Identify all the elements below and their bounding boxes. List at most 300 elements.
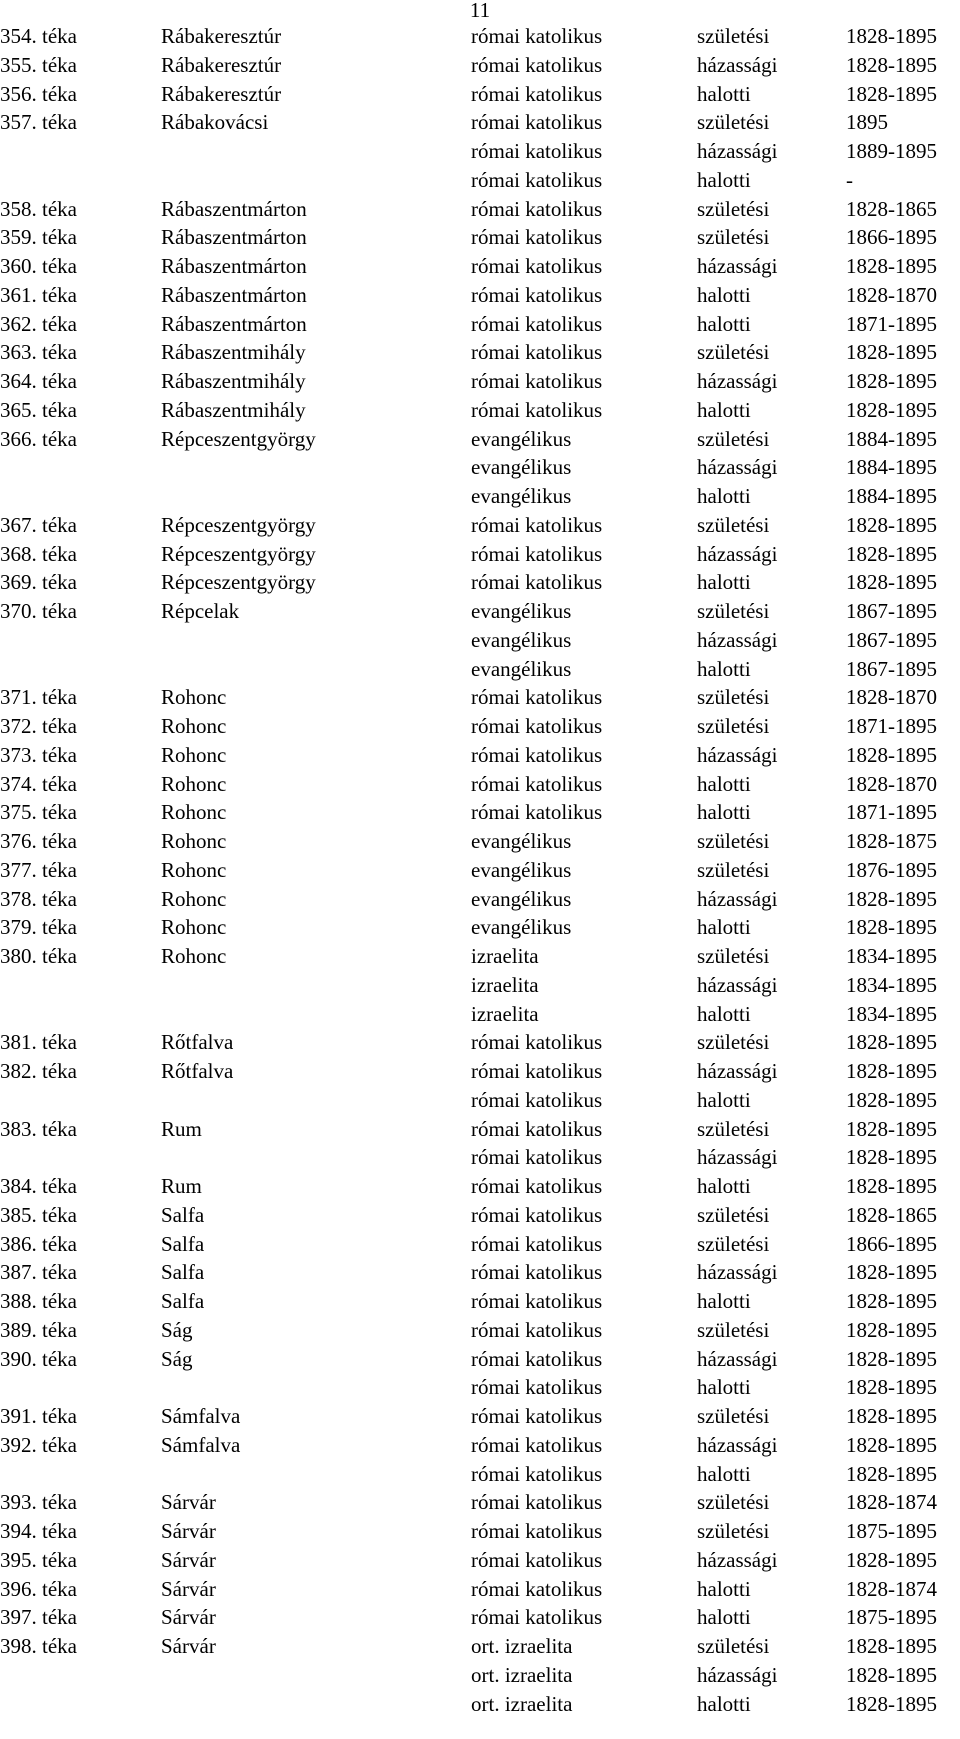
register-type: házassági [697, 139, 778, 163]
register-row [0, 367, 960, 396]
teka-number: 361. téka [0, 282, 77, 307]
year-range: 1828-1895 [846, 1432, 937, 1457]
denomination: római katolikus [471, 800, 603, 825]
register-row [0, 1201, 960, 1230]
year-range: 1828-1895 [846, 1346, 937, 1371]
teka-number: 376. téka [0, 829, 77, 853]
teka-number: 377. téka [0, 857, 77, 882]
denomination: evangélikus [471, 915, 572, 940]
year-range: 1828-1895 [846, 254, 937, 278]
register-row [0, 1575, 960, 1604]
year-range: - [846, 167, 853, 192]
denomination: izraelita [471, 944, 539, 968]
denomination: római katolikus [471, 742, 603, 767]
register-type: házassági [697, 1260, 778, 1285]
year-range: 1828-1895 [846, 52, 937, 77]
register-type: házassági [697, 1547, 778, 1572]
register-row [0, 1632, 960, 1661]
register-type: házassági [697, 1145, 778, 1170]
denomination: római katolikus [471, 311, 603, 336]
place-name: Salfa [161, 1289, 205, 1313]
year-range: 1828-1895 [846, 1375, 937, 1400]
denomination: római katolikus [471, 110, 603, 135]
denomination: római katolikus [471, 1202, 603, 1227]
register-row [0, 1345, 960, 1374]
place-name: Répcelak [161, 599, 240, 623]
register-row [0, 1258, 960, 1287]
register-row [0, 22, 960, 51]
register-type: születési [697, 512, 770, 537]
register-type: házassági [697, 1346, 778, 1371]
denomination: római katolikus [471, 1145, 603, 1170]
register-row [0, 568, 960, 597]
year-range: 1828-1870 [846, 282, 937, 307]
denomination: római katolikus [471, 1490, 603, 1515]
denomination: római katolikus [471, 1404, 603, 1428]
register-type: házassági [697, 541, 778, 566]
register-row [0, 770, 960, 799]
place-name: Salfa [161, 1260, 205, 1285]
year-range: 1867-1895 [846, 656, 937, 681]
register-type: halotti [697, 1576, 751, 1601]
year-range: 1875-1895 [846, 1519, 937, 1543]
teka-number: 356. téka [0, 81, 77, 106]
teka-number: 388. téka [0, 1289, 77, 1313]
teka-number: 397. téka [0, 1605, 77, 1630]
register-type: halotti [697, 1087, 751, 1112]
register-row [0, 1373, 960, 1402]
teka-number: 382. téka [0, 1059, 77, 1083]
denomination: római katolikus [471, 1174, 603, 1198]
register-row [0, 1316, 960, 1345]
register-list [0, 22, 960, 1718]
register-row [0, 1690, 960, 1719]
register-row [0, 281, 960, 310]
year-range: 1828-1895 [846, 1461, 937, 1486]
teka-number: 375. téka [0, 800, 77, 825]
year-range: 1876-1895 [846, 857, 937, 882]
denomination: római katolikus [471, 1116, 603, 1141]
denomination: evangélikus [471, 455, 572, 480]
register-type: születési [697, 1030, 770, 1055]
place-name: Rohonc [161, 915, 227, 940]
teka-number: 372. téka [0, 714, 77, 738]
register-row [0, 741, 960, 770]
denomination: római katolikus [471, 1087, 603, 1112]
place-name: Rábaszentmihály [161, 340, 306, 365]
register-type: születési [697, 829, 770, 853]
teka-number: 357. téka [0, 110, 77, 135]
place-name: Rábaszentmárton [161, 311, 307, 336]
register-type: halotti [697, 1289, 751, 1313]
place-name: Répceszentgyörgy [161, 512, 316, 537]
place-name: Sárvár [161, 1490, 216, 1515]
year-range: 1871-1895 [846, 311, 937, 336]
register-row [0, 51, 960, 80]
register-type: házassági [697, 742, 778, 767]
register-row [0, 137, 960, 166]
teka-number: 389. téka [0, 1317, 77, 1342]
register-type: születési [697, 110, 770, 135]
register-type: halotti [697, 1001, 751, 1026]
denomination: római katolikus [471, 1231, 603, 1256]
year-range: 1828-1895 [846, 1289, 937, 1313]
register-type: házassági [697, 369, 778, 393]
denomination: ort. izraelita [471, 1662, 573, 1687]
year-range: 1828-1895 [846, 81, 937, 106]
denomination: római katolikus [471, 1576, 603, 1601]
place-name: Rábaszentmárton [161, 225, 307, 250]
register-type: halotti [697, 1375, 751, 1400]
teka-number: 363. téka [0, 340, 77, 365]
register-type: házassági [697, 254, 778, 278]
teka-number: 369. téka [0, 570, 77, 595]
register-row [0, 683, 960, 712]
register-row [0, 1517, 960, 1546]
teka-number: 383. téka [0, 1116, 77, 1141]
teka-number: 392. téka [0, 1432, 77, 1457]
year-range: 1866-1895 [846, 225, 937, 250]
register-type: házassági [697, 52, 778, 77]
teka-number: 379. téka [0, 915, 77, 940]
register-row [0, 166, 960, 195]
teka-number: 384. téka [0, 1174, 77, 1198]
teka-number: 396. téka [0, 1576, 77, 1601]
teka-number: 354. téka [0, 24, 77, 48]
register-type: születési [697, 944, 770, 968]
year-range: 1828-1895 [846, 1634, 937, 1658]
denomination: római katolikus [471, 81, 603, 106]
register-row [0, 511, 960, 540]
place-name: Rőtfalva [161, 1059, 234, 1083]
year-range: 1871-1895 [846, 714, 937, 738]
teka-number: 373. téka [0, 742, 77, 767]
place-name: Rábaszentmihály [161, 397, 306, 422]
place-name: Rohonc [161, 714, 227, 738]
denomination: római katolikus [471, 1346, 603, 1371]
denomination: római katolikus [471, 512, 603, 537]
denomination: római katolikus [471, 1317, 603, 1342]
register-row [0, 712, 960, 741]
denomination: római katolikus [471, 139, 603, 163]
register-row [0, 1287, 960, 1316]
denomination: evangélikus [471, 656, 572, 681]
register-row [0, 913, 960, 942]
register-type: halotti [697, 800, 751, 825]
place-name: Rohonc [161, 742, 227, 767]
place-name: Rohonc [161, 857, 227, 882]
register-row [0, 252, 960, 281]
register-row [0, 1057, 960, 1086]
denomination: ort. izraelita [471, 1634, 573, 1658]
teka-number: 364. téka [0, 369, 77, 393]
register-row [0, 540, 960, 569]
register-row [0, 396, 960, 425]
register-type: születési [697, 1317, 770, 1342]
teka-number: 368. téka [0, 541, 77, 566]
denomination: ort. izraelita [471, 1691, 573, 1716]
place-name: Rohonc [161, 771, 227, 796]
teka-number: 386. téka [0, 1231, 77, 1256]
teka-number: 378. téka [0, 886, 77, 911]
register-row [0, 1460, 960, 1489]
place-name: Rábakeresztúr [161, 52, 282, 77]
denomination: evangélikus [471, 857, 572, 882]
denomination: római katolikus [471, 1030, 603, 1055]
denomination: evangélikus [471, 829, 572, 853]
year-range: 1828-1895 [846, 1547, 937, 1572]
year-range: 1828-1870 [846, 771, 937, 796]
register-row [0, 1402, 960, 1431]
teka-number: 366. téka [0, 426, 77, 451]
register-row [0, 856, 960, 885]
place-name: Salfa [161, 1202, 205, 1227]
place-name: Sárvár [161, 1576, 216, 1601]
register-type: halotti [697, 1174, 751, 1198]
register-type: születési [697, 340, 770, 365]
year-range: 1828-1895 [846, 1059, 937, 1083]
denomination: római katolikus [471, 24, 603, 48]
place-name: Ság [161, 1317, 193, 1342]
denomination: római katolikus [471, 254, 603, 278]
register-type: házassági [697, 1662, 778, 1687]
denomination: evangélikus [471, 599, 572, 623]
place-name: Rábaszentmárton [161, 254, 307, 278]
register-type: házassági [697, 1432, 778, 1457]
denomination: római katolikus [471, 340, 603, 365]
register-row [0, 108, 960, 137]
place-name: Rábaszentmárton [161, 196, 307, 221]
year-range: 1828-1895 [846, 24, 937, 48]
denomination: római katolikus [471, 570, 603, 595]
register-type: halotti [697, 1691, 751, 1716]
denomination: római katolikus [471, 52, 603, 77]
register-row [0, 655, 960, 684]
register-row [0, 885, 960, 914]
place-name: Sámfalva [161, 1404, 241, 1428]
place-name: Rohonc [161, 800, 227, 825]
register-row [0, 338, 960, 367]
year-range: 1828-1895 [846, 397, 937, 422]
register-type: születési [697, 1231, 770, 1256]
place-name: Rohonc [161, 829, 227, 853]
teka-number: 385. téka [0, 1202, 77, 1227]
year-range: 1828-1875 [846, 829, 937, 853]
register-type: halotti [697, 915, 751, 940]
denomination: evangélikus [471, 886, 572, 911]
year-range: 1828-1895 [846, 1691, 937, 1716]
year-range: 1828-1895 [846, 915, 937, 940]
place-name: Rábaszentmárton [161, 282, 307, 307]
register-row [0, 310, 960, 339]
year-range: 1828-1865 [846, 1202, 937, 1227]
register-row [0, 626, 960, 655]
teka-number: 395. téka [0, 1547, 77, 1572]
year-range: 1828-1895 [846, 541, 937, 566]
register-type: halotti [697, 397, 751, 422]
register-row [0, 1143, 960, 1172]
teka-number: 390. téka [0, 1346, 77, 1371]
register-row [0, 1115, 960, 1144]
place-name: Rőtfalva [161, 1030, 234, 1055]
denomination: izraelita [471, 972, 539, 997]
register-row [0, 195, 960, 224]
place-name: Ság [161, 1346, 193, 1371]
register-type: születési [697, 196, 770, 221]
denomination: evangélikus [471, 484, 572, 508]
teka-number: 393. téka [0, 1490, 77, 1515]
register-row [0, 942, 960, 971]
denomination: római katolikus [471, 1375, 603, 1400]
register-type: születési [697, 1404, 770, 1428]
register-type: születési [697, 1202, 770, 1227]
place-name: Rábakovácsi [161, 110, 269, 135]
teka-number: 394. téka [0, 1519, 77, 1543]
year-range: 1884-1895 [846, 455, 937, 480]
year-range: 1828-1895 [846, 742, 937, 767]
year-range: 1828-1895 [846, 512, 937, 537]
denomination: római katolikus [471, 397, 603, 422]
denomination: római katolikus [471, 369, 603, 393]
register-type: halotti [697, 484, 751, 508]
teka-number: 380. téka [0, 944, 77, 968]
register-type: születési [697, 714, 770, 738]
place-name: Répceszentgyörgy [161, 541, 316, 566]
denomination: római katolikus [471, 282, 603, 307]
place-name: Sárvár [161, 1547, 216, 1572]
register-type: születési [697, 1490, 770, 1515]
register-type: halotti [697, 570, 751, 595]
teka-number: 391. téka [0, 1404, 77, 1428]
year-range: 1828-1874 [846, 1490, 937, 1515]
year-range: 1828-1895 [846, 1174, 937, 1198]
year-range: 1884-1895 [846, 426, 937, 451]
place-name: Rohonc [161, 944, 227, 968]
denomination: római katolikus [471, 1461, 603, 1486]
denomination: római katolikus [471, 1547, 603, 1572]
register-type: halotti [697, 656, 751, 681]
place-name: Sámfalva [161, 1432, 241, 1457]
teka-number: 367. téka [0, 512, 77, 537]
place-name: Rohonc [161, 886, 227, 911]
register-type: születési [697, 1519, 770, 1543]
register-type: házassági [697, 455, 778, 480]
register-type: születési [697, 599, 770, 623]
register-type: házassági [697, 627, 778, 652]
register-row [0, 1431, 960, 1460]
register-row [0, 1661, 960, 1690]
register-type: házassági [697, 886, 778, 911]
register-type: születési [697, 426, 770, 451]
denomination: római katolikus [471, 225, 603, 250]
year-range: 1828-1895 [846, 369, 937, 393]
place-name: Rábaszentmihály [161, 369, 306, 393]
year-range: 1867-1895 [846, 627, 937, 652]
year-range: 1828-1865 [846, 196, 937, 221]
teka-number: 365. téka [0, 397, 77, 422]
denomination: római katolikus [471, 1260, 603, 1285]
register-row [0, 1086, 960, 1115]
denomination: római katolikus [471, 714, 603, 738]
register-type: születési [697, 1116, 770, 1141]
register-row [0, 425, 960, 454]
year-range: 1884-1895 [846, 484, 937, 508]
register-type: születési [697, 225, 770, 250]
register-type: születési [697, 1634, 770, 1658]
teka-number: 360. téka [0, 254, 77, 278]
year-range: 1828-1895 [846, 1317, 937, 1342]
register-type: halotti [697, 81, 751, 106]
year-range: 1889-1895 [846, 139, 937, 163]
year-range: 1834-1895 [846, 972, 937, 997]
denomination: római katolikus [471, 167, 603, 192]
denomination: római katolikus [471, 1519, 603, 1543]
year-range: 1828-1874 [846, 1576, 937, 1601]
teka-number: 370. téka [0, 599, 77, 623]
register-row [0, 453, 960, 482]
denomination: római katolikus [471, 1289, 603, 1313]
register-type: halotti [697, 771, 751, 796]
place-name: Répceszentgyörgy [161, 570, 316, 595]
register-row [0, 223, 960, 252]
register-type: születési [697, 685, 770, 710]
place-name: Sárvár [161, 1519, 216, 1543]
denomination: római katolikus [471, 1059, 603, 1083]
denomination: izraelita [471, 1001, 539, 1026]
register-row [0, 798, 960, 827]
register-type: halotti [697, 1461, 751, 1486]
register-row [0, 1488, 960, 1517]
denomination: római katolikus [471, 1605, 603, 1630]
year-range: 1828-1895 [846, 1662, 937, 1687]
teka-number: 362. téka [0, 311, 77, 336]
denomination: római katolikus [471, 1432, 603, 1457]
place-name: Rum [161, 1116, 202, 1141]
teka-number: 359. téka [0, 225, 77, 250]
register-type: házassági [697, 1059, 778, 1083]
place-name: Répceszentgyörgy [161, 426, 316, 451]
place-name: Rum [161, 1174, 202, 1198]
register-type: születési [697, 24, 770, 48]
register-row [0, 1546, 960, 1575]
register-type: halotti [697, 282, 751, 307]
teka-number: 381. téka [0, 1030, 77, 1055]
register-row [0, 482, 960, 511]
register-type: halotti [697, 167, 751, 192]
teka-number: 358. téka [0, 196, 77, 221]
register-type: házassági [697, 972, 778, 997]
year-range: 1828-1895 [846, 1116, 937, 1141]
teka-number: 387. téka [0, 1260, 77, 1285]
teka-number: 355. téka [0, 52, 77, 77]
place-name: Sárvár [161, 1634, 216, 1658]
register-type: halotti [697, 311, 751, 336]
place-name: Sárvár [161, 1605, 216, 1630]
denomination: római katolikus [471, 771, 603, 796]
year-range: 1867-1895 [846, 599, 937, 623]
register-row [0, 971, 960, 1000]
place-name: Rábakeresztúr [161, 24, 282, 48]
year-range: 1866-1895 [846, 1231, 937, 1256]
teka-number: 398. téka [0, 1634, 77, 1658]
register-row [0, 1028, 960, 1057]
register-row [0, 827, 960, 856]
year-range: 1895 [846, 110, 888, 135]
place-name: Salfa [161, 1231, 205, 1256]
year-range: 1828-1895 [846, 570, 937, 595]
denomination: római katolikus [471, 196, 603, 221]
year-range: 1875-1895 [846, 1605, 937, 1630]
